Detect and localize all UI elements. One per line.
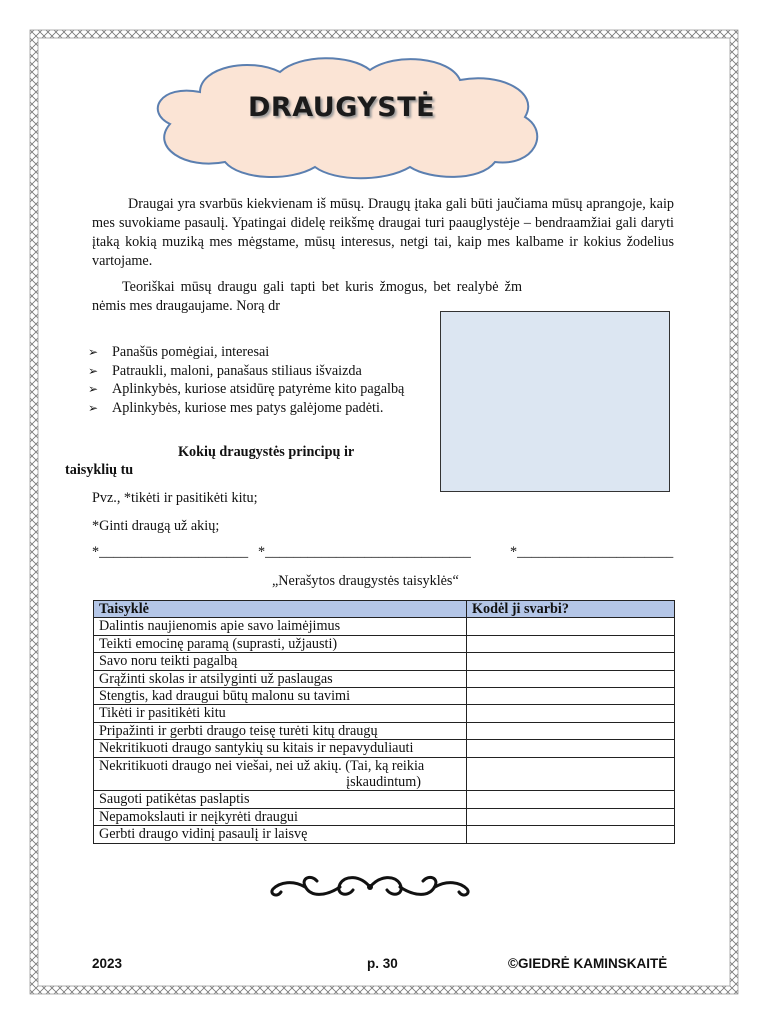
table-caption: „Nerašytos draugystės taisyklės“ (272, 573, 459, 589)
table-row: Savo noru teikti pagalbą (94, 653, 675, 670)
arrow-bullet-icon: ➢ (88, 363, 99, 378)
answer-cell[interactable] (467, 740, 675, 757)
page-title: DRAUGYSTĖ (248, 92, 436, 123)
answer-cell[interactable] (467, 757, 675, 791)
answer-blank-3[interactable]: *______________________ (510, 544, 674, 560)
answer-cell[interactable] (467, 618, 675, 635)
footer-author: ©GIEDRĖ KAMINSKAITĖ (508, 956, 668, 971)
table-row: Stengtis, kad draugui būtų malonu su tavimi (94, 688, 675, 705)
answer-blank-1[interactable]: *_____________________ (92, 544, 249, 560)
header-rule: Taisyklė (94, 601, 467, 618)
table-row: Pripažinti ir gerbti draugo teisę turėti kitų draugų (94, 722, 675, 739)
list-item: ➢ Aplinkybės, kuriose atsidūrę patyrėme kito pagalbą (88, 381, 405, 397)
arrow-bullet-icon: ➢ (88, 382, 99, 396)
answer-cell[interactable] (467, 826, 675, 843)
question-heading-line2: taisyklių tu (65, 462, 134, 478)
table-row: Nekritikuoti draugo santykių su kitais ir nepavyduliauti (94, 740, 675, 757)
example-line-2: *Ginti draugą už akių; (92, 518, 220, 534)
answer-cell[interactable] (467, 808, 675, 825)
header-why-important: Kodėl ji svarbi? (467, 601, 675, 618)
table-row: Saugoti patikėtas paslaptis (94, 791, 675, 808)
table-row: Teikti emocinę paramą (suprasti, užjausti) (94, 635, 675, 652)
list-item: ➢ Aplinkybės, kuriose mes patys galėjome padėti. (88, 399, 384, 416)
table-row: Dalintis naujienomis apie savo laimėjimus (94, 618, 675, 635)
reasons-list (88, 343, 428, 417)
table-header-row (94, 601, 675, 618)
intro-paragraph (92, 195, 674, 271)
table-row: Nepamokslauti ir neįkyrėti draugui (94, 808, 675, 825)
list-item: ➢ Panašūs pomėgiai, interesai (88, 344, 270, 360)
table-row: Tikėti ir pasitikėti kitu (94, 705, 675, 722)
answer-cell[interactable] (467, 791, 675, 808)
flourish-ornament-icon (265, 872, 475, 902)
footer-year: 2023 (92, 956, 123, 971)
intro-paragraph-text: Draugai yra svarbūs kiekvienam iš mūsų. Draugų įtaka gali būti jaučiama mūsų aprangoje, kaip mes suvokiame pasaulį. Ypatingai didelę reikšmę draugai turi paauglystėje – bendraamžiai gali daryti įtaką kokią muziką mes mėgstame, mūsų interesus, netgi tai, kaip mes kalbame ir kokius žodelius vartojame. (92, 196, 674, 269)
rules-table (93, 600, 675, 844)
answer-cell[interactable] (467, 653, 675, 670)
image-placeholder (440, 311, 670, 492)
answer-cell[interactable] (467, 635, 675, 652)
answer-cell[interactable] (467, 670, 675, 687)
answer-cell[interactable] (467, 705, 675, 722)
answer-cell[interactable] (467, 688, 675, 705)
list-item: ➢ Patraukli, maloni, panašaus stiliaus išvaizda (88, 362, 362, 379)
footer-page-number: p. 30 (367, 956, 398, 971)
table-row: Gerbti draugo vidinį pasaulį ir laisvę (94, 826, 675, 843)
arrow-bullet-icon: ➢ (88, 400, 99, 415)
question-heading-line1: Kokių draugystės principų ir (178, 444, 355, 460)
theory-paragraph-text: Teoriškai mūsų draugu gali tapti bet kuris žmogus, bet realybė žm nėmis mes draugaujame. Norą dr (92, 279, 522, 314)
answer-cell[interactable] (467, 722, 675, 739)
answer-blank-2[interactable]: *_____________________________ (258, 544, 471, 560)
example-line-1: Pvz., *tikėti ir pasitikėti kitu; (92, 490, 258, 506)
table-row: Nekritikuoti draugo nei viešai, nei už akių. (Tai, ką reikia įskaudintum) (94, 757, 675, 791)
table-row: Grąžinti skolas ir atsilyginti už paslaugas (94, 670, 675, 687)
arrow-bullet-icon: ➢ (88, 345, 99, 359)
